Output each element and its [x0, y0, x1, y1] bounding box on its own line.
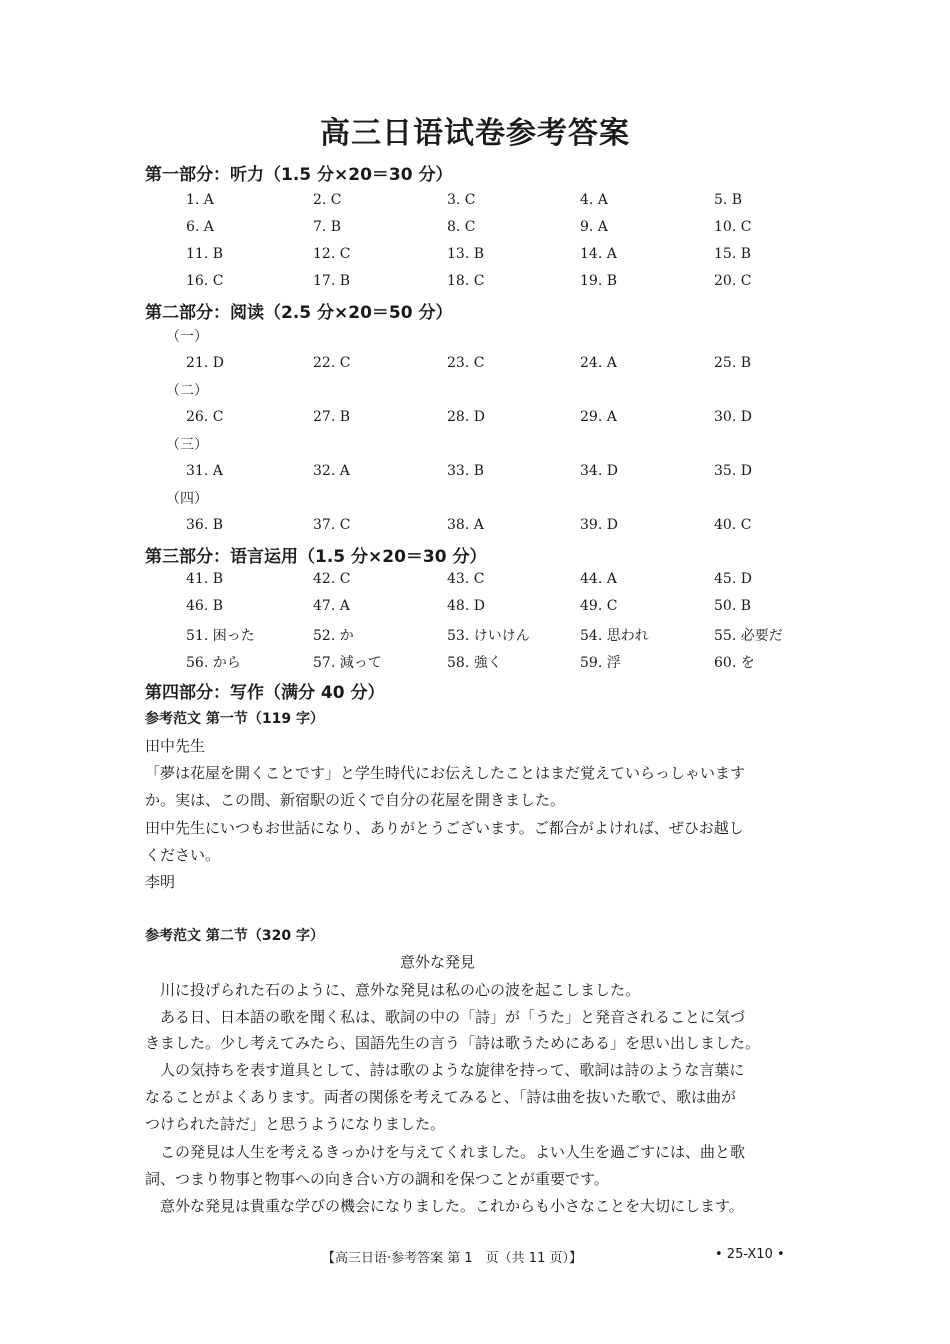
answer-item: 46. B — [186, 598, 224, 614]
answer-item: 47. A — [313, 598, 350, 614]
part4-heading: 第四部分：写作（满分 40 分） — [145, 683, 385, 703]
answer-item: 8. C — [447, 219, 476, 235]
essay-line: 田中先生にいつもお世話になり、ありがとうございます。ご都合がよければ、ぜひお越し — [145, 819, 744, 837]
part2-heading: 第二部分：阅读（2.5 分×20＝50 分） — [145, 303, 453, 323]
answer-item: 23. C — [447, 355, 485, 371]
answer-item: 7. B — [313, 219, 342, 235]
part2-group-label: （三） — [166, 437, 208, 453]
answer-item: 36. B — [186, 517, 224, 533]
answer-item: 59. 浮 — [580, 655, 621, 671]
answer-item: 56. から — [186, 655, 241, 671]
answer-item: 29. A — [580, 409, 617, 425]
answer-item: 60. を — [714, 655, 755, 671]
essay1-heading: 参考范文 第一节（119 字） — [145, 711, 324, 727]
answer-item: 1. A — [186, 192, 214, 208]
answer-item: 20. C — [714, 273, 752, 289]
answer-item: 31. A — [186, 463, 223, 479]
answer-item: 39. D — [580, 517, 618, 533]
essay-line: きました。少し考えてみたら、国語先生の言う「詩は歌うためにある」を思い出しました。 — [145, 1034, 761, 1052]
answer-item: 21. D — [186, 355, 224, 371]
essay-line: この発見は人生を考えるきっかけを与えてくれました。よい人生を過ごすには、曲と歌 — [145, 1143, 746, 1161]
answer-item: 15. B — [714, 246, 752, 262]
answer-item: 55. 必要だ — [714, 628, 783, 644]
answer-row — [0, 652, 950, 674]
part1-heading: 第一部分：听力（1.5 分×20＝30 分） — [145, 165, 453, 185]
answer-item: 28. D — [447, 409, 485, 425]
page-code: • 25-X10 • — [715, 1247, 785, 1262]
answer-item: 9. A — [580, 219, 608, 235]
answer-item: 51. 困った — [186, 628, 255, 644]
answer-row — [0, 355, 950, 377]
essay-line: 人の気持ちを表す道具として、詩は歌のような旋律を持って、歌詞は詩のような言葉に — [145, 1061, 745, 1079]
essay2-heading: 参考范文 第二节（320 字） — [145, 928, 324, 944]
answer-item: 2. C — [313, 192, 342, 208]
answer-item: 3. C — [447, 192, 476, 208]
answer-item: 40. C — [714, 517, 752, 533]
essay-line: 意外な発見は貴重な学びの機会になりました。これからも小さなことを大切にします。 — [145, 1197, 744, 1215]
answer-item: 6. A — [186, 219, 214, 235]
answer-item: 45. D — [714, 571, 752, 587]
answer-item: 26. C — [186, 409, 224, 425]
answer-item: 42. C — [313, 571, 351, 587]
essay-line: 田中先生 — [145, 737, 206, 755]
answer-item: 10. C — [714, 219, 752, 235]
answer-item: 18. C — [447, 273, 485, 289]
answer-item: 12. C — [313, 246, 351, 262]
part2-group-label: （二） — [166, 383, 208, 399]
answer-item: 49. C — [580, 598, 618, 614]
answer-item: 52. か — [313, 628, 354, 644]
essay-line: ください。 — [145, 846, 221, 864]
answer-row — [0, 625, 950, 647]
page-footer: 【高三日语·参考答案 第 1 页（共 11 页）】 — [322, 1251, 582, 1266]
answer-item: 38. A — [447, 517, 484, 533]
answer-item: 43. C — [447, 571, 485, 587]
answer-item: 53. けいけん — [447, 628, 530, 644]
essay-line: つけられた詩だ」と思うようになりました。 — [145, 1115, 446, 1133]
essay-line: 詞、つまり物事と物事への向き合い方の調和を保つことが重要です。 — [145, 1170, 609, 1188]
answer-item: 58. 強く — [447, 655, 502, 671]
answer-item: 35. D — [714, 463, 752, 479]
answer-row — [0, 598, 950, 620]
answer-row — [0, 409, 950, 431]
essay-line: なることがよくあります。両者の関係を考えてみると、「詩は曲を抜いた歌で、歌は曲が — [145, 1088, 737, 1106]
answer-row — [0, 463, 950, 485]
answer-item: 54. 思われ — [580, 628, 649, 644]
part2-group-label: （一） — [166, 329, 208, 345]
answer-item: 13. B — [447, 246, 485, 262]
answer-row — [0, 192, 950, 214]
answer-item: 27. B — [313, 409, 351, 425]
answer-item: 4. A — [580, 192, 608, 208]
answer-row — [0, 571, 950, 593]
answer-row — [0, 219, 950, 241]
answer-item: 25. B — [714, 355, 752, 371]
answer-item: 22. C — [313, 355, 351, 371]
part3-heading: 第三部分：语言运用（1.5 分×20＝30 分） — [145, 547, 487, 567]
answer-row — [0, 517, 950, 539]
answer-item: 16. C — [186, 273, 224, 289]
essay-line: 川に投げられた石のように、意外な発見は私の心の波を起こしました。 — [145, 981, 641, 999]
answer-item: 33. B — [447, 463, 485, 479]
answer-row — [0, 246, 950, 268]
answer-item: 41. B — [186, 571, 224, 587]
answer-item: 34. D — [580, 463, 618, 479]
essay-line: 「夢は花屋を開くことです」と学生時代にお伝えしたことはまだ覚えていらっしゃいます — [145, 764, 746, 782]
answer-item: 14. A — [580, 246, 617, 262]
essay-line: か。実は、この間、新宿駅の近くで自分の花屋を開きました。 — [145, 791, 566, 809]
answer-item: 17. B — [313, 273, 351, 289]
answer-item: 19. B — [580, 273, 618, 289]
answer-item: 48. D — [447, 598, 485, 614]
essay2-title: 意外な発見 — [399, 953, 475, 971]
answer-item: 11. B — [186, 246, 224, 262]
essay-line: ある日、日本語の歌を聞く私は、歌詞の中の「詩」が「うた」と発音されることに気づ — [145, 1008, 746, 1026]
essay-line: 李明 — [145, 873, 176, 891]
answer-item: 30. D — [714, 409, 752, 425]
answer-item: 50. B — [714, 598, 752, 614]
answer-item: 5. B — [714, 192, 743, 208]
part2-group-label: （四） — [166, 491, 208, 507]
answer-row — [0, 273, 950, 295]
answer-item: 32. A — [313, 463, 350, 479]
answer-item: 44. A — [580, 571, 617, 587]
answer-item: 37. C — [313, 517, 351, 533]
answer-item: 24. A — [580, 355, 617, 371]
answer-item: 57. 減って — [313, 655, 382, 671]
page-title: 高三日语试卷参考答案 — [320, 116, 630, 151]
